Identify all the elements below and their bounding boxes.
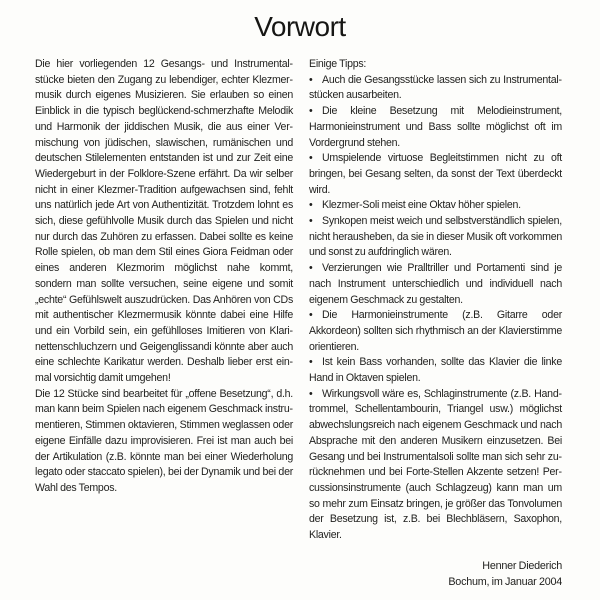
signature-place-date: Bochum, im Januar 2004 (448, 576, 562, 589)
tips-heading: Einige Tipps: (309, 58, 367, 70)
bullet-icon: • (309, 215, 313, 228)
tips-list (309, 73, 562, 544)
bullet-icon: • (309, 356, 313, 369)
bullet-icon: • (309, 73, 313, 86)
right-column (309, 57, 562, 591)
tip-item: • Die kleine Besetzung mit Melodieinstrument, Harmonieinstrument und Bass sollte möglichst oft im Vordergrund stehen. (309, 105, 562, 149)
signature-name: Henner Diederich (482, 559, 562, 572)
tip-item: • Wirkungsvoll wäre es, Schlaginstrumente (z.B. Handtrommel, Schellentambourin, Triangel usw.) möglichst abwechslungsreich nach eigenem Geschmack und nach Absprache mit den anderen Musikern einzusetzen. Bei Gesang und bei Instrumentalsoli sollte man sich sehr zurücknehmen und bei Forte-Stellen Akzente setzen! Percussionsinstrumente (auch Schlagzeug) kann man um so mehr zum Einsatz bringen, je größer das Tonvolumen der Besetzung ist, z.B. bei Blechbläsern, Saxophon, Klavier. (309, 387, 562, 542)
tip-item: • Die Harmonieinstrumente (z.B. Gitarre oder Akkordeon) sollten sich rhythmisch an der Klavierstimme orientieren. (309, 309, 562, 353)
paragraph: Die 12 Stücke sind bearbeitet für „offene Besetzung“, d.h. man kann beim Spielen nach eigenem Geschmack instrumentieren, Stimmen oktavieren, Stimmen weglassen oder eigene Einfälle dazu improvisieren. Frei ist man auch bei der Artikulation (z.B. könnte man bei einer Wiederholung legato oder staccato spielen), bei der Dynamik und bei der Wahl des Tempos. (35, 387, 293, 494)
bullet-icon: • (309, 387, 313, 400)
bullet-icon: • (309, 262, 313, 275)
tip-item: • Klezmer-Soli meist eine Oktav höher spielen. (309, 198, 562, 214)
left-column (35, 57, 293, 497)
bullet-icon: • (309, 309, 313, 322)
bullet-icon: • (309, 199, 313, 212)
bullet-icon: • (309, 152, 313, 165)
bullet-icon: • (309, 105, 313, 118)
paragraph: Die hier vorliegenden 12 Gesangs- und Instrumentalstücke bieten den Zugang zu lebendiger, echter Klezmermusik durch eigenes Musizieren. Sie erlauben so einen Einblick in die typisch beglückend-schmerzhafte Melodik und Harmonik der jiddischen Musik, die aus einer Vermischung von jüdischen, slawischen, rumänischen und deutschen Stilelementen entstanden ist und zur Zeit eine Wiedergeburt in der Folklore-Szene erfährt. Da wir selber nicht in einer Klezmer-Tradition aufgewachsen sind, fehlt uns natürlich jede Art von Authentizität. Trotzdem lohnt es sich, diese gefühlvolle Musik durch das Spielen und nicht nur durch das Zuhören zu erfassen. Dabei sollte es keine Rolle spielen, ob man dem Stil eines Giora Feidman oder eines anderen Klezmorim möglichst nahe kommt, sondern man sollte versuchen, seine eigene und somit „echte“ Gefühlswelt auszudrücken. Das Anhören von CDs mit authentischer Klezmermusik könnte dabei eine Hilfe und ein Vorbild sein, ein gefühlloses Imitieren von Klarinettenschluchzern und Geigenglissandi könnte aber auch eine schlechte Karikatur werden. Deshalb lieber erst einmal vorsichtig damit umgehen! (35, 58, 293, 385)
tip-item: • Auch die Gesangsstücke lassen sich zu Instrumentalstücken ausarbeiten. (309, 73, 562, 102)
tip-item: • Umspielende virtuose Begleitstimmen nicht zu oft bringen, bei Gesang selten, da sonst der Text überdeckt wird. (309, 152, 562, 196)
page-title: Vorwort (254, 11, 346, 42)
tip-item: • Verzierungen wie Pralltriller und Portamenti sind je nach Instrument unterschiedlich und individuell nach eigenem Geschmack zu gestalten. (309, 262, 562, 306)
signature-block (309, 558, 562, 591)
tip-item: • Synkopen meist weich und selbstverständlich spielen, nicht herausheben, da sie in dieser Musik oft vorkommen und sonst zu aufdringlich wären. (309, 215, 562, 259)
tip-item: • Ist kein Bass vorhanden, sollte das Klavier die linke Hand in Oktaven spielen. (309, 356, 562, 385)
